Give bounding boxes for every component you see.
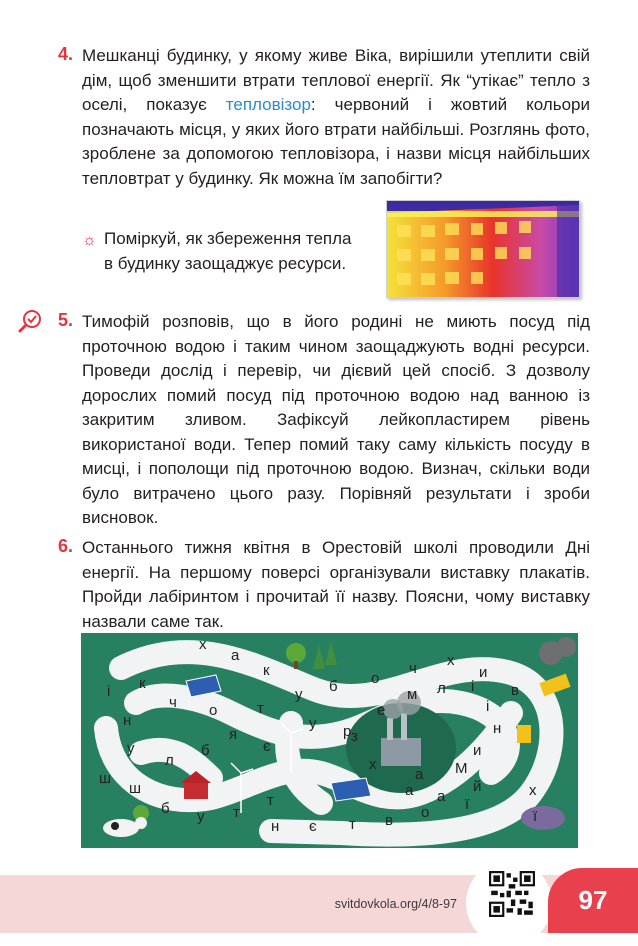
task-number: 5. xyxy=(58,310,74,330)
task-text: Мешканці будинку, у якому живе Віка, вирішили утеплити свій дім, щоб зменшити втрати теплової енергії. Як “утікає” тепло з оселі, показує тепловізор: червоний і жовтий кольори позначають місця, у яких його втрати найбільші. Розглянь фото, зроблене за допомогою тепловізора, і назви місця найбільших тепловтрат у будинку. Як можна їм запобігти? xyxy=(82,46,590,188)
maze-letter: в xyxy=(385,812,393,829)
task-6 xyxy=(60,536,590,634)
maze-letter: т xyxy=(349,816,356,833)
maze-letter: х xyxy=(369,756,377,773)
maze-letter: т xyxy=(267,792,274,809)
maze-letter: а xyxy=(231,647,240,664)
sun-icon: ☼ xyxy=(82,232,97,249)
maze-letter: о xyxy=(209,702,218,719)
qr-code-icon[interactable] xyxy=(489,871,535,917)
maze-letter: р xyxy=(343,723,352,740)
maze-letter: ш xyxy=(99,770,112,787)
maze-letter: л xyxy=(437,680,446,697)
task-4 xyxy=(60,44,590,191)
page-number: 97 xyxy=(548,868,638,933)
magnifier-experiment-icon xyxy=(16,308,46,334)
footer-url[interactable]: svitdovkola.org/4/8-97 xyxy=(334,897,457,911)
maze-letter: л xyxy=(165,752,174,769)
task-number: 4. xyxy=(58,44,74,64)
maze-letter: а xyxy=(437,788,446,805)
maze-letter: з xyxy=(351,728,358,745)
maze-letter: ч xyxy=(169,694,177,711)
maze-letter: и xyxy=(473,742,482,759)
maze-letter: в xyxy=(511,682,519,699)
maze-drawing xyxy=(81,633,578,848)
task-text: Останнього тижня квітня в Орестовій школі проводили Дні енергії. На першому поверсі організували виставку плакатів. Пройди лабіринтом і прочитай її назву. Поясни, чому виставку назвали саме так. xyxy=(82,538,590,631)
maze-letter: х xyxy=(447,652,455,669)
maze-letter: а xyxy=(415,766,424,783)
maze-letter: ч xyxy=(409,660,417,677)
maze-letter: у xyxy=(295,686,303,703)
maze-letter: є xyxy=(263,738,271,755)
maze-letter: и xyxy=(479,664,488,681)
maze-letter: о xyxy=(371,670,380,687)
thermal-image xyxy=(386,200,580,298)
maze-letter: я xyxy=(229,726,238,743)
maze-letter: б xyxy=(201,742,210,759)
maze-letter: е xyxy=(377,702,386,719)
think-note xyxy=(82,226,352,276)
maze-letter: м xyxy=(407,686,418,703)
maze-letter: і xyxy=(486,698,490,715)
maze-letter: є xyxy=(309,818,317,835)
maze-letter: ї xyxy=(533,808,538,825)
maze-letter: н xyxy=(271,818,280,835)
think-text: Поміркуй, як збереження тепла в будинку заощаджує ресурси. xyxy=(104,229,352,273)
maze-letter: т xyxy=(233,804,240,821)
maze-letter: і xyxy=(471,678,475,695)
maze-letter: ш xyxy=(129,780,142,797)
maze-letter: ї xyxy=(465,796,470,813)
maze-letter: о xyxy=(421,804,430,821)
maze-letter: М xyxy=(455,760,468,777)
maze-letter: у xyxy=(309,715,317,732)
maze-letter: у xyxy=(127,740,135,757)
maze-letter: н xyxy=(493,720,502,737)
teplovizor-link[interactable]: тепловізор xyxy=(225,95,311,114)
maze-letter: й xyxy=(473,778,482,795)
maze-letter: х xyxy=(529,782,537,799)
thermal-building-picture xyxy=(387,201,579,297)
maze-letter: б xyxy=(329,678,338,695)
task-5 xyxy=(60,310,590,531)
maze-letter: і xyxy=(107,683,111,700)
maze-letter: к xyxy=(263,662,270,679)
task-text: Тимофій розповів, що в його родині не миють посуд під проточною водою і таким чином заощаджують водні ресурси. Проведи дослід і перевір, чи дієвий цей спосіб. З дозволу дорослих помий посуд під проточною водою над ванною із закритим зливом. Зафіксуй лейкопластирем рівень використаної води. Тепер помий таку саму кількість посуду в мисці, і пополощи під проточною водою. Визнач, скільки води було витрачено цього разу. Порівняй результати і зроби висновок. xyxy=(82,312,590,527)
radiation-barrel xyxy=(517,725,531,743)
maze-letter: т xyxy=(257,700,264,717)
trash-pile xyxy=(521,806,565,830)
maze-letter: н xyxy=(123,712,132,729)
maze-letter: б xyxy=(161,800,170,817)
maze-letter: к xyxy=(139,675,146,692)
maze-letter: а xyxy=(405,782,414,799)
task-number: 6. xyxy=(58,536,74,556)
maze-letter: х xyxy=(199,636,207,653)
maze-image xyxy=(81,633,578,848)
maze-letter: у xyxy=(197,808,205,825)
